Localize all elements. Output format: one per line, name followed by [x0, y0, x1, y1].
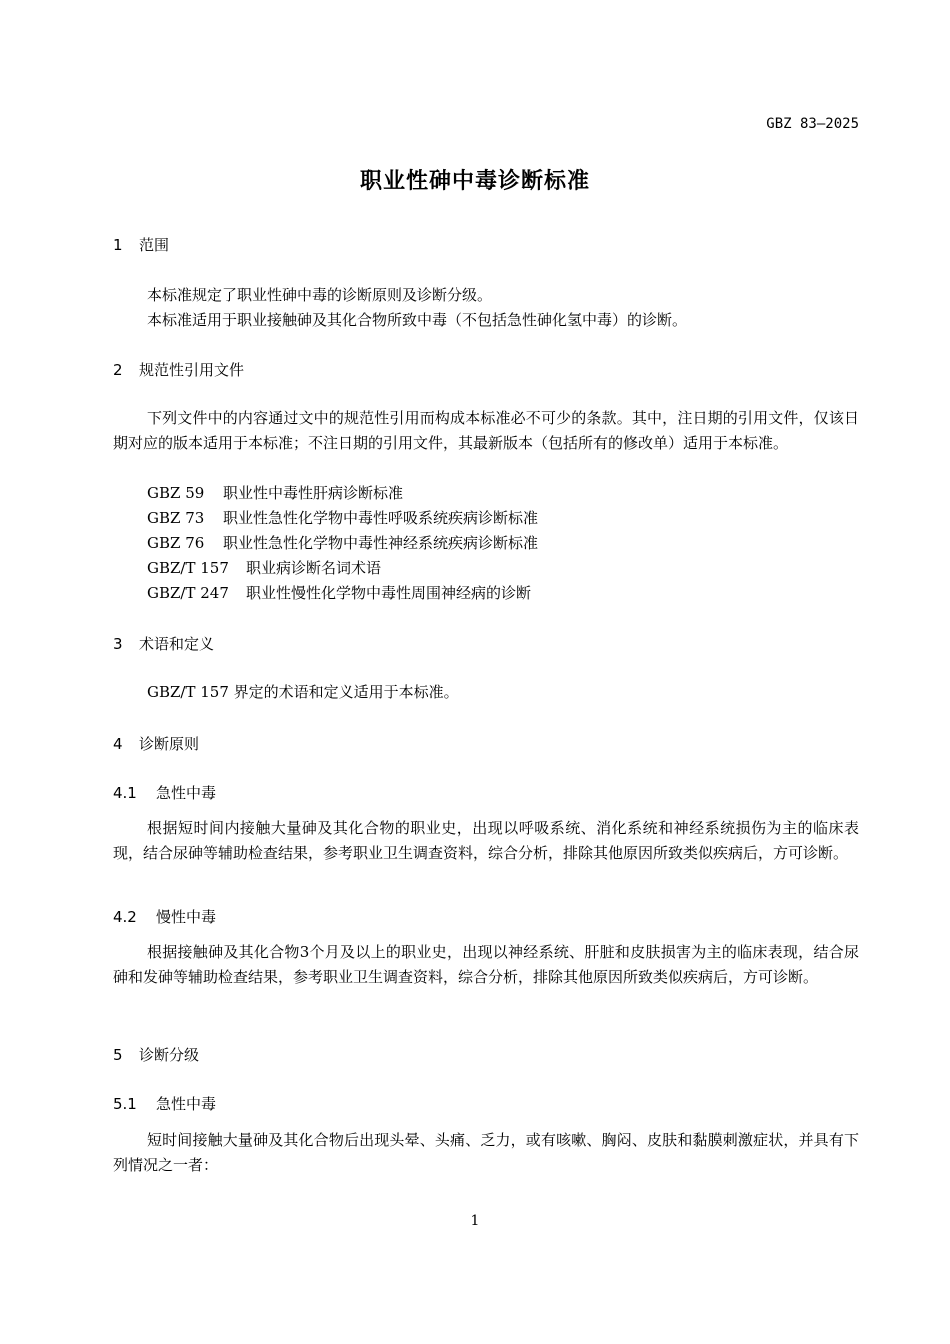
- reference-code: GBZ 59: [147, 484, 205, 502]
- reference-item: [113, 556, 859, 581]
- section-number: 4: [113, 735, 123, 753]
- paragraph: 本标准适用于职业接触砷及其化合物所致中毒（不包括急性砷化氢中毒）的诊断。: [147, 311, 688, 329]
- subsection-number: 4.1: [113, 784, 137, 802]
- reference-code: GBZ/T 157: [147, 559, 229, 577]
- section-number: 3: [113, 635, 123, 653]
- reference-code: GBZ 76: [147, 534, 205, 552]
- section-5-heading: [113, 1044, 859, 1065]
- paragraph: 短时间接触大量砷及其化合物后出现头晕、头痛、乏力，或有咳嗽、胸闷、皮肤和黏膜刺激症状，并具有下列情况之一者：: [113, 1131, 859, 1174]
- subsection-title: 急性中毒: [156, 784, 217, 802]
- section-3-heading: [113, 633, 859, 654]
- paragraph: 根据短时间内接触大量砷及其化合物的职业史，出现以呼吸系统、消化系统和神经系统损伤为主的临床表现，结合尿砷等辅助检查结果，参考职业卫生调查资料，综合分析，排除其他原因所致类似疾病后，方可诊断。: [113, 819, 859, 862]
- section-title: 规范性引用文件: [139, 361, 245, 379]
- reference-item: [113, 506, 859, 531]
- subsection-number: 5.1: [113, 1095, 137, 1113]
- paragraph: 下列文件中的内容通过文中的规范性引用而构成本标准必不可少的条款。其中，注日期的引用文件，仅该日期对应的版本适用于本标准；不注日期的引用文件，其最新版本（包括所有的修改单）适用于本标准。: [113, 409, 859, 452]
- section-2-heading: [113, 359, 859, 380]
- reference-name: 职业病诊断名词术语: [246, 559, 382, 577]
- subsection-4-2-heading: [113, 906, 859, 927]
- subsection-title: 慢性中毒: [156, 908, 217, 926]
- paragraph: 根据接触砷及其化合物3个月及以上的职业史，出现以神经系统、肝脏和皮肤损害为主的临床表现，结合尿砷和发砷等辅助检查结果，参考职业卫生调查资料，综合分析，排除其他原因所致类似疾病后，方可诊断。: [113, 943, 859, 986]
- reference-code: GBZ 73: [147, 509, 205, 527]
- reference-item: [113, 581, 859, 606]
- subsection-5-1-heading: [113, 1093, 859, 1114]
- section-number: 1: [113, 236, 123, 254]
- section-title: 术语和定义: [139, 635, 215, 653]
- reference-name: 职业性慢性化学物中毒性周围神经病的诊断: [246, 584, 532, 602]
- subsection-title: 急性中毒: [156, 1095, 217, 1113]
- section-number: 5: [113, 1046, 123, 1064]
- page-number: 1: [470, 1213, 480, 1229]
- section-4-heading: [113, 733, 859, 754]
- reference-name: 职业性急性化学物中毒性呼吸系统疾病诊断标准: [223, 509, 539, 527]
- subsection-number: 4.2: [113, 908, 137, 926]
- reference-code: GBZ/T 247: [147, 584, 229, 602]
- section-title: 诊断原则: [139, 735, 200, 753]
- section-number: 2: [113, 361, 123, 379]
- reference-list: [113, 481, 859, 606]
- section-title: 范围: [139, 236, 170, 254]
- reference-name: 职业性急性化学物中毒性神经系统疾病诊断标准: [223, 534, 539, 552]
- standard-code: GBZ 83—2025: [766, 116, 859, 132]
- paragraph: 本标准规定了职业性砷中毒的诊断原则及诊断分级。: [147, 286, 493, 304]
- subsection-4-1-heading: [113, 782, 859, 803]
- reference-item: [113, 481, 859, 506]
- reference-name: 职业性中毒性肝病诊断标准: [223, 484, 404, 502]
- section-title: 诊断分级: [139, 1046, 200, 1064]
- document-title: 职业性砷中毒诊断标准: [359, 169, 590, 194]
- section-1-heading: [113, 234, 859, 255]
- reference-item: [113, 531, 859, 556]
- paragraph: GBZ/T 157 界定的术语和定义适用于本标准。: [147, 683, 459, 701]
